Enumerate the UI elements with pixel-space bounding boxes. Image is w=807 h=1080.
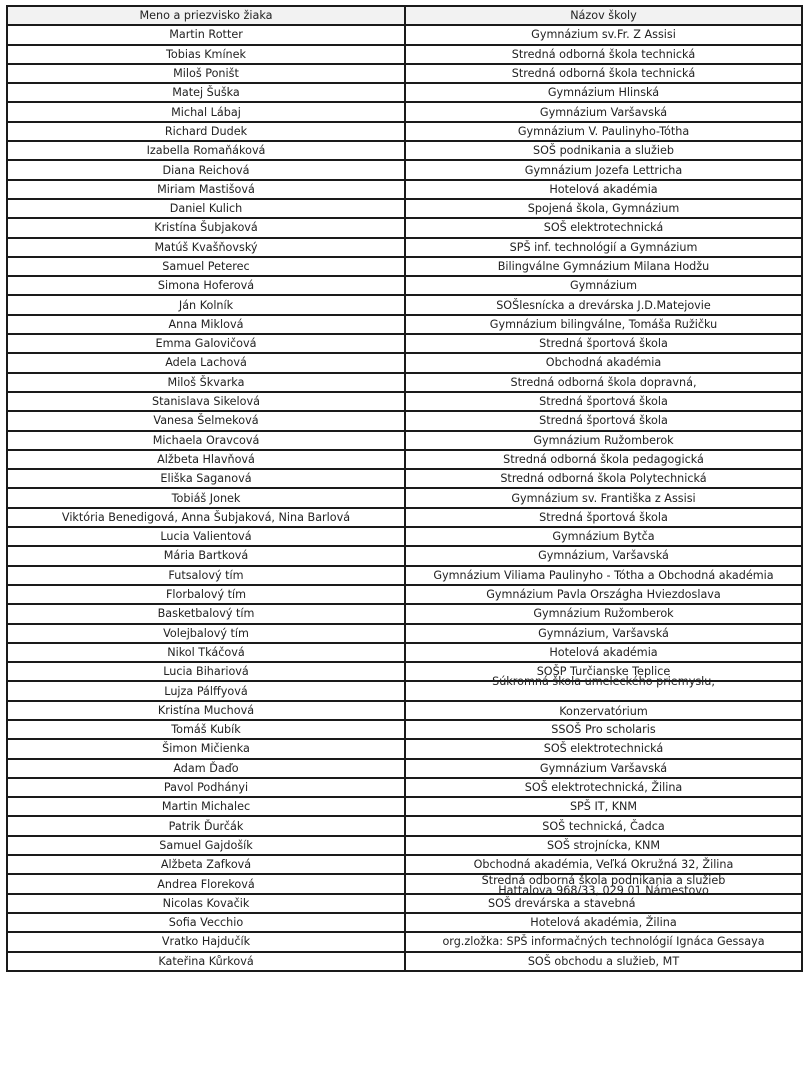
school-name-text: Konzervatórium — [559, 704, 648, 718]
school-name-cell: SOŠ strojnícka, KNM — [405, 836, 802, 855]
school-name-cell: SOŠlesnícka a drevárska J.D.Matejovie — [405, 295, 802, 314]
table-row — [7, 952, 802, 971]
table-row — [7, 527, 802, 546]
school-name-cell: SOŠP Turčianske Teplice — [405, 662, 802, 681]
student-name-cell: Samuel Peterec — [7, 257, 405, 276]
table-row — [7, 681, 802, 700]
school-name-cell: Bilingválne Gymnázium Milana Hodžu — [405, 257, 802, 276]
table-row — [7, 180, 802, 199]
school-name-line-2: Hattalova 968/33, 029 01 Námestovo — [498, 884, 709, 898]
table-row — [7, 546, 802, 565]
table-row — [7, 122, 802, 141]
student-name-cell: Tobiáš Jonek — [7, 488, 405, 507]
school-name-cell: Stredná športová škola — [405, 392, 802, 411]
table-row — [7, 643, 802, 662]
student-name-cell: Richard Dudek — [7, 122, 405, 141]
student-name-cell: Adela Lachová — [7, 353, 405, 372]
student-name-cell: Adam Ďaďo — [7, 759, 405, 778]
student-name-cell: Eliška Saganová — [7, 469, 405, 488]
school-name-cell: SOŠ obchodu a služieb, MT — [405, 952, 802, 971]
school-name-cell: SSOŠ Pro scholaris — [405, 720, 802, 739]
student-name-cell: Volejbalový tím — [7, 624, 405, 643]
student-name-cell: Miloš Poništ — [7, 64, 405, 83]
student-name-cell: Tomáš Kubík — [7, 720, 405, 739]
table-row — [7, 238, 802, 257]
school-name-cell: Gymnázium Pavla Országha Hviezdoslava — [405, 585, 802, 604]
table-row — [7, 469, 802, 488]
table-row — [7, 25, 802, 44]
school-name-cell: Gymnázium sv. Františka z Assisi — [405, 488, 802, 507]
school-name-cell: Gymnázium Ružomberok — [405, 604, 802, 623]
student-name-cell: Florbalový tím — [7, 585, 405, 604]
school-name-cell: Stredná športová škola — [405, 334, 802, 353]
table-body — [7, 25, 802, 971]
school-name-cell: Obchodná akadémia — [405, 353, 802, 372]
student-name-cell: Tobias Kmínek — [7, 45, 405, 64]
table-row — [7, 701, 802, 720]
student-name-cell: Lucia Valientová — [7, 527, 405, 546]
student-name-cell: Anna Miklová — [7, 315, 405, 334]
table-row — [7, 566, 802, 585]
table-row — [7, 488, 802, 507]
student-name-cell: Pavol Podhányi — [7, 778, 405, 797]
table-row — [7, 836, 802, 855]
student-name-cell: Basketbalový tím — [7, 604, 405, 623]
school-name-cell: SPŠ IT, KNM — [405, 797, 802, 816]
table-row — [7, 508, 802, 527]
table-row — [7, 392, 802, 411]
school-name-cell: SOŠ elektrotechnická — [405, 218, 802, 237]
school-name-cell — [405, 675, 802, 700]
school-name-cell: Gymnázium, Varšavská — [405, 546, 802, 565]
school-name-cell: Gymnázium, Varšavská — [405, 624, 802, 643]
table-row — [7, 585, 802, 604]
school-name-cell: Gymnázium V. Paulinyho-Tótha — [405, 122, 802, 141]
table-row — [7, 720, 802, 739]
student-name-cell: Stanislava Sikelová — [7, 392, 405, 411]
student-name-cell: Vanesa Šelmeková — [7, 411, 405, 430]
table-row — [7, 816, 802, 835]
student-name-cell: Miriam Mastišová — [7, 180, 405, 199]
table-row — [7, 102, 802, 121]
table-row — [7, 334, 802, 353]
table-row — [7, 45, 802, 64]
school-name-cell: Stredná športová škola — [405, 508, 802, 527]
school-name-cell: Gymnázium Hlinská — [405, 83, 802, 102]
table-row — [7, 913, 802, 932]
table-row — [7, 604, 802, 623]
table-row — [7, 315, 802, 334]
student-name-cell: Emma Galovičová — [7, 334, 405, 353]
table-row — [7, 778, 802, 797]
school-name-cell: Stredná športová škola — [405, 411, 802, 430]
student-name-cell: Lucia Bihariová — [7, 662, 405, 681]
school-name-cell: Stredná odborná škola technická — [405, 64, 802, 83]
table-row — [7, 431, 802, 450]
school-name-line-1: Stredná odborná škola podnikania a služieb — [481, 874, 726, 888]
school-name-cell: Stredná odborná škola technická — [405, 45, 802, 64]
student-name-cell: Mária Bartková — [7, 546, 405, 565]
student-name-cell: Martin Rotter — [7, 25, 405, 44]
student-name-cell: Nikol Tkáčová — [7, 643, 405, 662]
student-name-cell: Alžbeta Hlavňová — [7, 450, 405, 469]
student-name-cell: Miloš Škvarka — [7, 373, 405, 392]
school-name-cell: SOŠ elektrotechnická, Žilina — [405, 778, 802, 797]
header-school-name: Názov školy — [405, 6, 802, 25]
school-name-cell: Obchodná akadémia, Veľká Okružná 32, Žilina — [405, 855, 802, 874]
school-name-cell: Hotelová akadémia — [405, 180, 802, 199]
table-row — [7, 373, 802, 392]
table-row — [7, 624, 802, 643]
table-row — [7, 160, 802, 179]
school-name-cell: SPŠ inf. technológií a Gymnázium — [405, 238, 802, 257]
school-name-cell: SOŠ podnikania a služieb — [405, 141, 802, 160]
student-name-cell: Izabella Romaňáková — [7, 141, 405, 160]
table-row — [7, 739, 802, 758]
header-student-name: Meno a priezvisko žiaka — [7, 6, 405, 25]
student-name-cell: Lujza Pálffyová — [7, 681, 405, 700]
school-name-cell: Stredná odborná škola pedagogická — [405, 450, 802, 469]
student-name-cell: Šimon Mičienka — [7, 739, 405, 758]
school-name-cell: Gymnázium Bytča — [405, 527, 802, 546]
school-name-cell: Gymnázium sv.Fr. Z Assisi — [405, 25, 802, 44]
school-name-cell: Gymnázium bilingválne, Tomáša Ružičku — [405, 315, 802, 334]
table-row — [7, 218, 802, 237]
school-name-cell: SOŠ elektrotechnická — [405, 739, 802, 758]
table-row — [7, 64, 802, 83]
table-row — [7, 411, 802, 430]
table-row — [7, 141, 802, 160]
school-name-cell — [405, 701, 802, 720]
table-row — [7, 932, 802, 951]
student-name-cell: Vratko Hajdučík — [7, 932, 405, 951]
school-name-cell: Gymnázium — [405, 276, 802, 295]
student-name-cell: Andrea Floreková — [7, 874, 405, 893]
school-name-cell — [405, 874, 802, 898]
student-name-cell: Nicolas Kovačik — [7, 894, 405, 913]
school-name-cell: Gymnázium Varšavská — [405, 102, 802, 121]
school-name-cell: Gymnázium Ružomberok — [405, 431, 802, 450]
table-header-row — [7, 6, 802, 25]
student-name-cell: Kateřina Kůrková — [7, 952, 405, 971]
student-name-cell: Daniel Kulich — [7, 199, 405, 218]
school-name-cell: SOŠ drevárska a stavebná — [405, 894, 802, 913]
table-row — [7, 874, 802, 893]
student-name-cell: Futsalový tím — [7, 566, 405, 585]
table-row — [7, 450, 802, 469]
student-name-cell: Sofia Vecchio — [7, 913, 405, 932]
school-name-cell: Hotelová akadémia, Žilina — [405, 913, 802, 932]
school-name-cell: Gymnázium Viliama Paulinyho - Tótha a Obchodná akadémia — [405, 566, 802, 585]
table-row — [7, 797, 802, 816]
school-name-cell: Stredná odborná škola dopravná, — [405, 373, 802, 392]
school-name-text: Súkromná škola umeleckého priemyslu, — [492, 675, 715, 689]
student-name-cell: Matej Šuška — [7, 83, 405, 102]
school-name-cell: Hotelová akadémia — [405, 643, 802, 662]
student-name-cell: Simona Hoferová — [7, 276, 405, 295]
school-name-cell: Spojená škola, Gymnázium — [405, 199, 802, 218]
student-name-cell: Martin Michalec — [7, 797, 405, 816]
table-row — [7, 353, 802, 372]
school-name-cell: Stredná odborná škola Polytechnická — [405, 469, 802, 488]
school-name-cell: org.zložka: SPŠ informačných technológií Ignáca Gessaya — [405, 932, 802, 951]
student-name-cell: Kristína Muchová — [7, 701, 405, 720]
students-table — [6, 5, 803, 972]
student-name-cell: Kristína Šubjaková — [7, 218, 405, 237]
table-row — [7, 759, 802, 778]
table-row — [7, 855, 802, 874]
student-name-cell: Viktória Benedigová, Anna Šubjaková, Nina Barlová — [7, 508, 405, 527]
student-name-cell: Alžbeta Zafková — [7, 855, 405, 874]
school-name-cell: Gymnázium Varšavská — [405, 759, 802, 778]
table-row — [7, 276, 802, 295]
student-name-cell: Patrik Ďurčák — [7, 816, 405, 835]
student-name-cell: Michaela Oravcová — [7, 431, 405, 450]
student-name-cell: Ján Kolník — [7, 295, 405, 314]
school-name-cell: Gymnázium Jozefa Lettricha — [405, 160, 802, 179]
table-row — [7, 83, 802, 102]
table-row — [7, 295, 802, 314]
student-name-cell: Michal Lábaj — [7, 102, 405, 121]
student-name-cell: Samuel Gajdošík — [7, 836, 405, 855]
school-name-cell: SOŠ technická, Čadca — [405, 816, 802, 835]
student-name-cell: Diana Reichová — [7, 160, 405, 179]
table-row — [7, 199, 802, 218]
table-row — [7, 257, 802, 276]
student-name-cell: Matúš Kvašňovský — [7, 238, 405, 257]
